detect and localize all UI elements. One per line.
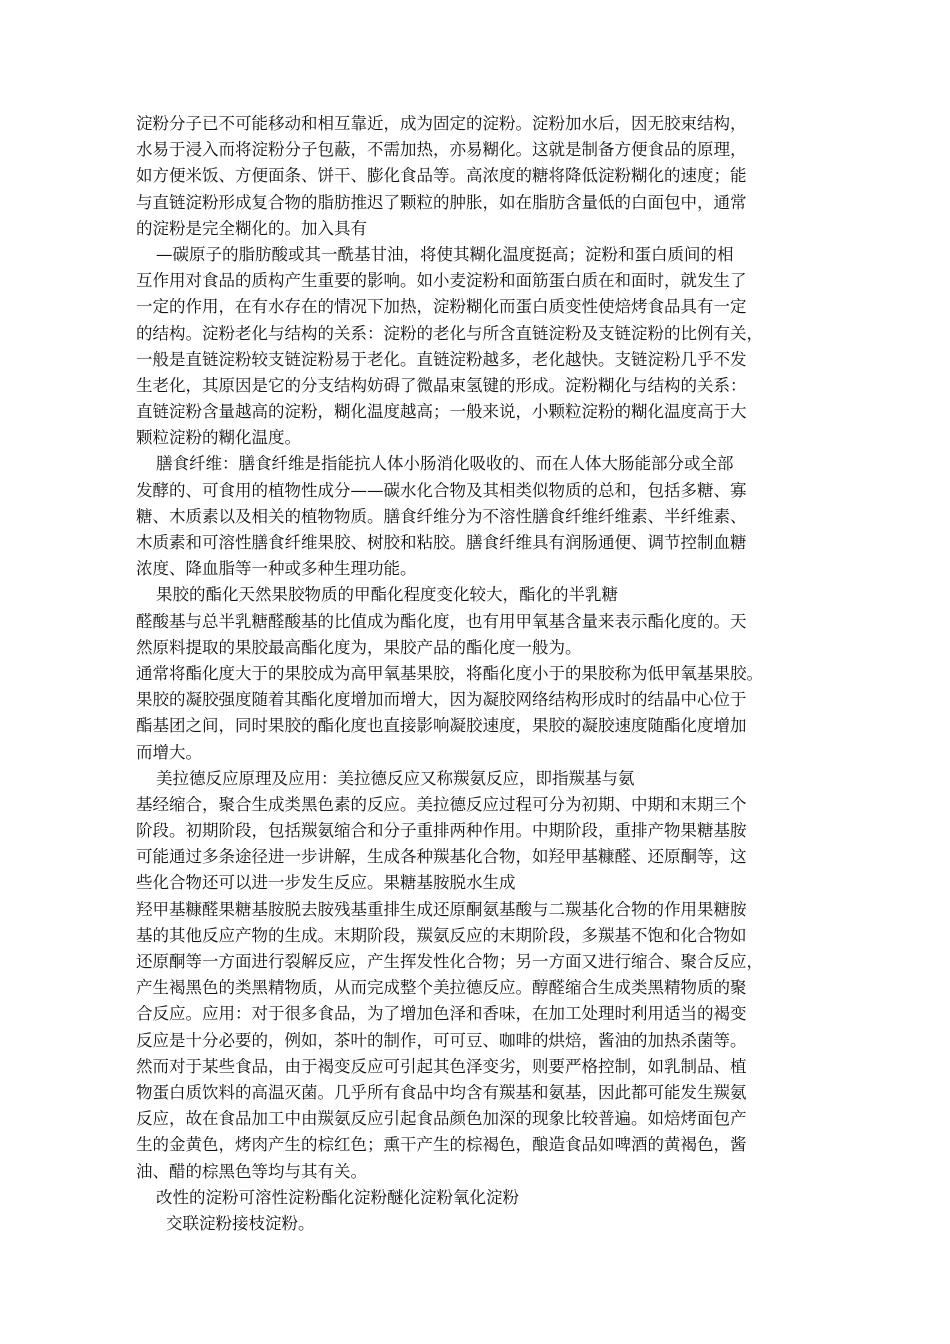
text-line: 的淀粉是完全糊化的。加入具有 bbox=[136, 218, 367, 238]
text-line: 些化合物还可以进一步发生反应。果糖基胺脱水生成 bbox=[136, 873, 516, 893]
text-line: 互作用对食品的质构产生重要的影响。如小麦淀粉和面筋蛋白质在和面时，就发生了 bbox=[136, 271, 747, 291]
body-text bbox=[136, 111, 856, 1237]
text-line: 生老化，其原因是它的分支结构妨碍了微晶束氢键的形成。淀粉糊化与结构的关系： bbox=[136, 375, 747, 395]
text-line: 浓度、降血脂等一种或多种生理功能。 bbox=[136, 559, 417, 579]
text-line: 阶段。初期阶段，包括羰氨缩合和分子重排两种作用。中期阶段，重排产物果糖基胺 bbox=[136, 821, 747, 841]
text-line: 如方便米饭、方便面条、饼干、膨化食品等。高浓度的糖将降低淀粉糊化的速度；能 bbox=[136, 166, 747, 186]
text-line: 果胶的酯化天然果胶物质的甲酯化程度变化较大，酯化的半乳糖 bbox=[156, 585, 618, 605]
text-line: 淀粉分子已不可能移动和相互靠近，成为固定的淀粉。淀粉加水后，因无胶束结构， bbox=[136, 114, 747, 133]
text-line: 糖、木质素以及相关的植物物质。膳食纤维分为不溶性膳食纤维纤维素、半纤维素、 bbox=[136, 506, 747, 526]
text-line: 改性的淀粉可溶性淀粉酯化淀粉醚化淀粉氧化淀粉 bbox=[156, 1187, 519, 1207]
text-line: 与直链淀粉形成复合物的脂肪推迟了颗粒的肿胀，如在脂肪含量低的白面包中，通常 bbox=[136, 192, 747, 212]
text-line: 然原料提取的果胶最高酯化度为，果胶产品的酯化度一般为。 bbox=[136, 637, 582, 657]
text-line: 的结构。淀粉老化与结构的关系：淀粉的老化与所含直链淀粉及支链淀粉的比例有关， bbox=[136, 323, 763, 343]
text-line: 基经缩合，聚合生成类黑色素的反应。美拉德反应过程可分为初期、中期和末期三个 bbox=[136, 794, 747, 814]
text-line: 水易于浸入而将淀粉分子包蔽，不需加热，亦易糊化。这就是制备方便食品的原理， bbox=[136, 140, 747, 160]
text-line: 油、醋的棕黑色等均与其有关。 bbox=[136, 1161, 367, 1181]
text-line: 而增大。 bbox=[136, 742, 202, 762]
text-line: 还原酮等一方面进行裂解反应，产生挥发性化合物；另一方面又进行缩合、聚合反应， bbox=[136, 952, 763, 971]
text-line: 美拉德反应原理及应用：美拉德反应又称羰氨反应，即指羰基与氨 bbox=[156, 768, 635, 788]
text-line: 然而对于某些食品，由于褐变反应可引起其色泽变劣，则要严格控制，如乳制品、植 bbox=[136, 1056, 747, 1076]
text-line: 酯基团之间，同时果胶的酯化度也直接影响凝胶速度，果胶的凝胶速度随酯化度增加 bbox=[136, 716, 747, 736]
text-line: 直链淀粉含量越高的淀粉，糊化温度越高；一般来说，小颗粒淀粉的糊化温度高于大 bbox=[136, 402, 747, 422]
text-line: 木质素和可溶性膳食纤维果胶、树胶和粘胶。膳食纤维具有润肠通便、调节控制血糖 bbox=[136, 533, 747, 552]
text-line: 通常将酯化度大于的果胶成为高甲氧基果胶，将酯化度小于的果胶称为低甲氧基果胶。 bbox=[136, 663, 763, 683]
text-line: 颗粒淀粉的糊化温度。 bbox=[136, 428, 301, 448]
text-line: 交联淀粉接枝淀粉。 bbox=[166, 1213, 315, 1233]
text-line: 可能通过多条途径进一步讲解，生成各种羰基化合物，如羟甲基糠醛、还原酮等，这 bbox=[136, 847, 747, 867]
text-line: 发酵的、可食用的植物性成分——碳水化合物及其相类似物质的总和，包括多糖、寡 bbox=[136, 480, 747, 500]
text-line: —碳原子的脂肪酸或其一酰基甘油，将使其糊化温度挺高；淀粉和蛋白质间的相 bbox=[156, 244, 734, 264]
text-line: 产生褐黑色的类黑精物质，从而完成整个美拉德反应。醇醛缩合生成类黑精物质的聚 bbox=[136, 978, 747, 998]
text-line: 羟甲基糠醛果糖基胺脱去胺残基重排生成还原酮氨基酸与二羰基化合物的作用果糖胺 bbox=[136, 899, 747, 919]
text-line: 一定的作用，在有水存在的情况下加热，淀粉糊化而蛋白质变性使焙烤食品具有一定 bbox=[136, 297, 747, 317]
text-line: 果胶的凝胶强度随着其酯化度增加而增大，因为凝胶网络结构形成时的结晶中心位于 bbox=[136, 690, 747, 710]
text-line: 一般是直链淀粉较支链淀粉易于老化。直链淀粉越多，老化越快。支链淀粉几乎不发 bbox=[136, 349, 747, 369]
text-line: 醛酸基与总半乳糖醛酸基的比值成为酯化度，也有用甲氧基含量来表示酯化度的。天 bbox=[136, 611, 747, 631]
text-line: 生的金黄色，烤肉产生的棕红色；熏干产生的棕褐色，酿造食品如啤酒的黄褐色，酱 bbox=[136, 1135, 747, 1155]
text-line: 合反应。应用：对于很多食品，为了增加色泽和香味，在加工处理时利用适当的褐变 bbox=[136, 1004, 747, 1024]
text-line: 物蛋白质饮料的高温灭菌。几乎所有食品中均含有羰基和氨基，因此都可能发生羰氨 bbox=[136, 1082, 747, 1102]
text-line: 膳食纤维：膳食纤维是指能抗人体小肠消化吸收的、而在人体大肠能部分或全部 bbox=[156, 454, 734, 474]
text-line: 反应是十分必要的，例如，茶叶的制作，可可豆、咖啡的烘焙，酱油的加热杀菌等。 bbox=[136, 1030, 747, 1050]
text-line: 基的其他反应产物的生成。末期阶段，羰氨反应的末期阶段，多羰基不饱和化合物如 bbox=[136, 925, 747, 945]
text-line: 反应，故在食品加工中由羰氨反应引起食品颜色加深的现象比较普遍。如焙烤面包产 bbox=[136, 1109, 747, 1129]
